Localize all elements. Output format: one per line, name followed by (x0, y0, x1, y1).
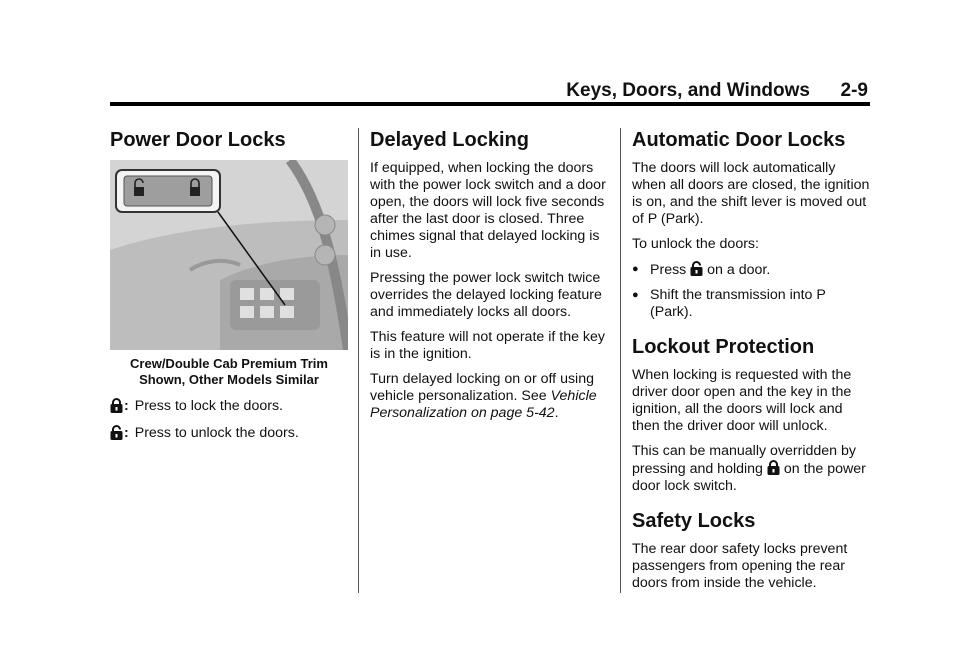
list-item: ● Press on a door. (632, 262, 771, 278)
column-delayed-locking (370, 128, 610, 430)
column-divider (358, 128, 359, 593)
page-number: 2-9 (840, 80, 868, 101)
paragraph: Turn delayed locking on or off using vehicle personalization. See Vehicle Personalization on page 5-42. (370, 371, 597, 421)
section-heading: Delayed Locking (370, 129, 529, 151)
running-header-title: Keys, Doors, and Windows (566, 80, 810, 101)
cross-reference-link[interactable]: Vehicle Personalization on page 5-42 (370, 388, 597, 421)
paragraph: The doors will lock automatically when all doors are closed, the ignition is on, and the shift lever is moved out of P (Park). (632, 160, 870, 227)
paragraph: Pressing the power lock switch twice overrides the delayed locking feature and immediately locks all doors. (370, 270, 602, 320)
unlock-instruction: : Press to unlock the doors. (110, 425, 348, 442)
column-power-door-locks (110, 128, 348, 452)
paragraph: If equipped, when locking the doors with the power lock switch and a door open, the doors will lock five seconds after the last door is closed. Three chimes signal that delayed locking is in use. (370, 160, 606, 261)
lock-icon (110, 398, 123, 413)
bullet-icon: ● (632, 289, 639, 301)
section-heading: Automatic Door Locks (632, 129, 846, 151)
unlock-icon (690, 261, 703, 276)
paragraph: The rear door safety locks prevent passengers from opening the rear doors from inside the vehicle. (632, 541, 848, 591)
door-lock-switch-illustration (110, 160, 348, 350)
section-heading: Power Door Locks (110, 129, 286, 151)
list-item: ● Shift the transmission into P (Park). (632, 287, 826, 320)
section-heading: Lockout Protection (632, 336, 815, 358)
paragraph: This feature will not operate if the key is in the ignition. (370, 329, 606, 362)
unlock-icon (110, 425, 123, 440)
header-rule (110, 102, 870, 106)
paragraph: To unlock the doors: (632, 236, 759, 252)
paragraph: This can be manually overridden by pressing and holding on the power door lock switch. (632, 443, 866, 494)
figure-caption: Crew/Double Cab Premium Trim Shown, Other Models Similar (130, 356, 328, 387)
lock-icon (767, 460, 780, 475)
paragraph: When locking is requested with the driver door open and the key in the ignition, all the doors will lock and then the driver door will unlock. (632, 367, 852, 434)
section-heading: Safety Locks (632, 510, 756, 532)
column-automatic-door-locks (632, 128, 870, 600)
column-divider (620, 128, 621, 593)
lock-instruction: : Press to lock the doors. (110, 398, 348, 415)
bullet-icon: ● (632, 263, 639, 275)
